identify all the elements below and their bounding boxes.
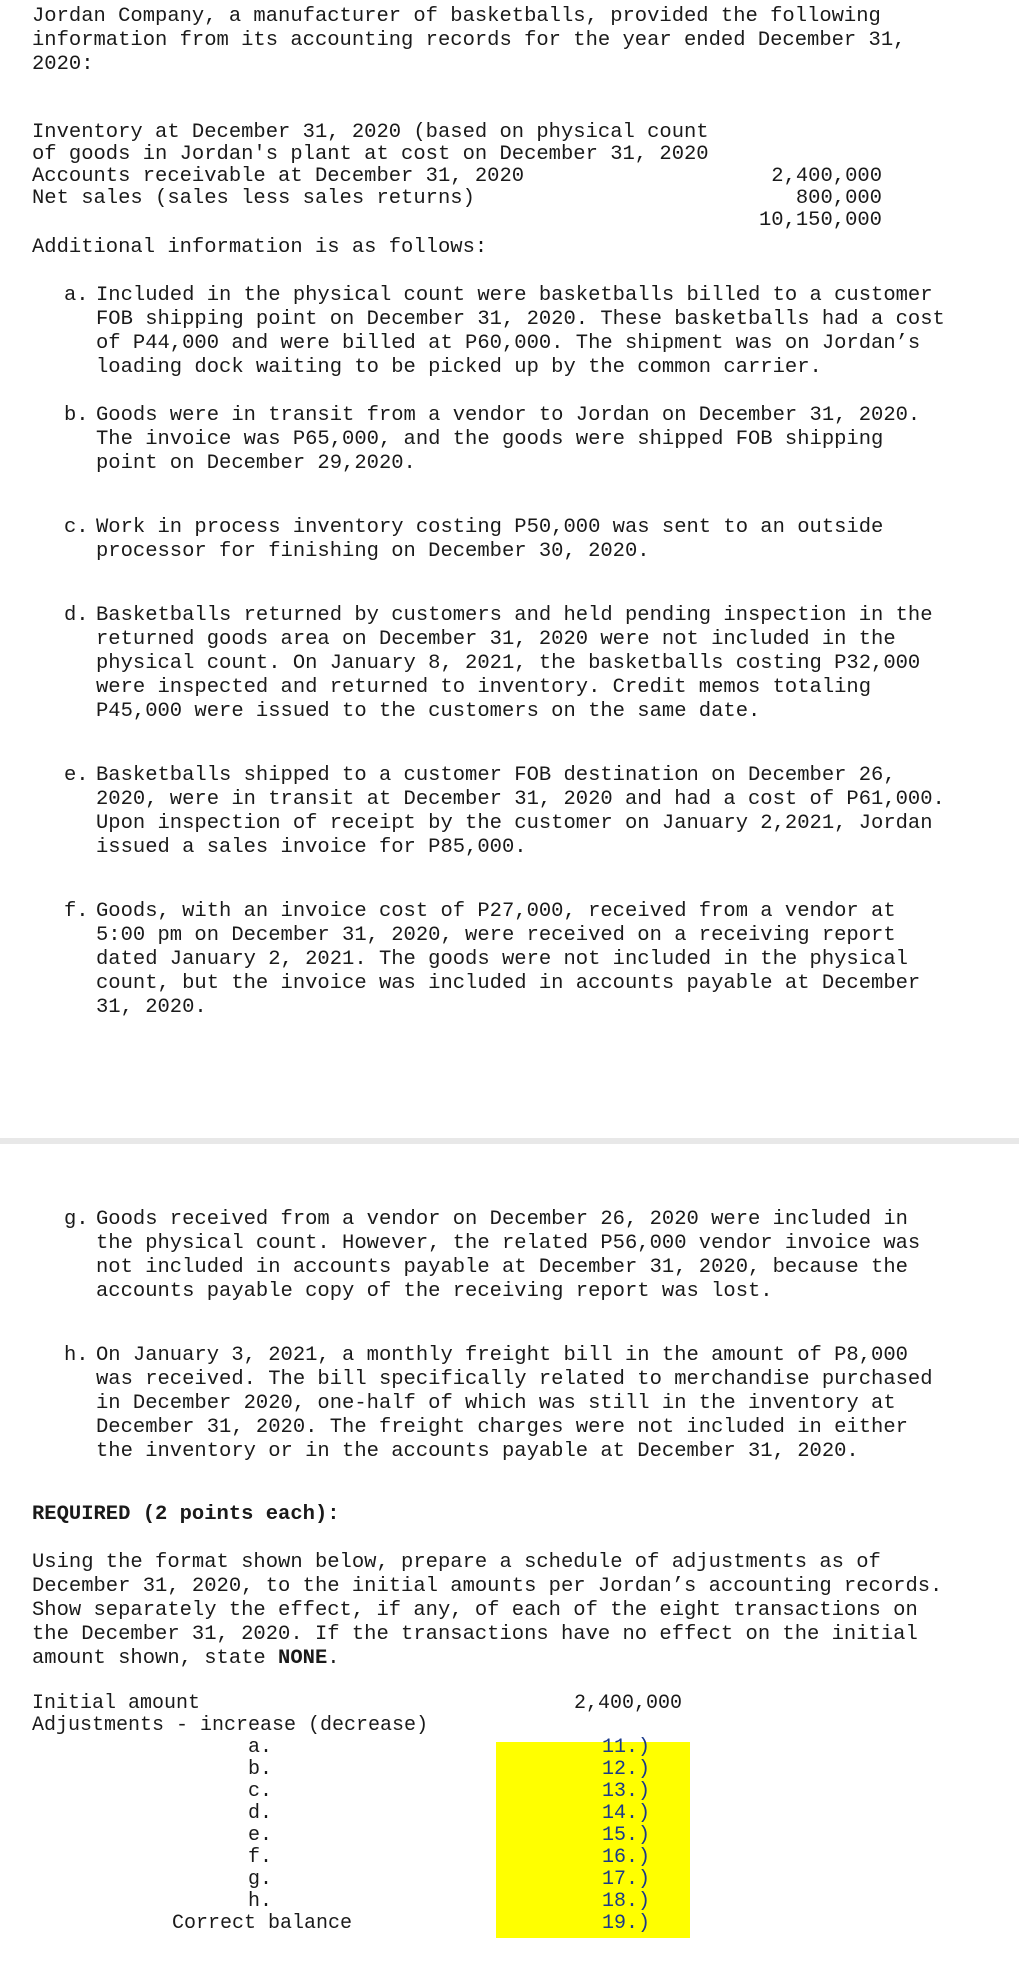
item-letter: b. <box>64 404 89 427</box>
answer-slot[interactable]: 18.) <box>602 1890 651 1913</box>
instructions-paragraph <box>32 1551 942 1671</box>
answer-slot[interactable]: 17.) <box>602 1868 651 1891</box>
instructions-none-keyword: NONE <box>278 1647 328 1670</box>
intro-paragraph: Jordan Company, a manufacturer of basketballs, provided the following information from its accounting records for the year ended December 31, 2020: <box>32 5 906 76</box>
initial-amount-label: Initial amount <box>32 1692 201 1715</box>
item-letter: c. <box>64 516 89 539</box>
adjustment-schedule <box>32 1693 692 1938</box>
item-text: Goods, with an invoice cost of P27,000, received from a vendor at 5:00 pm on December 31, 2020, were received on a receiving report dated January 2, 2021. The goods were not included in the physical count, but the invoice was included in accounts payable at December 31, 2020. <box>96 900 921 1019</box>
item-text: Included in the physical count were basketballs billed to a customer FOB shipping point on December 31, 2020. These basketballs had a cost of P44,000 and were billed at P60,000. The shipment was on Jordan’s loading dock waiting to be picked up by the common carrier. <box>96 284 945 379</box>
adjustments-label: Adjustments - increase (decrease) <box>32 1714 429 1737</box>
item-letter: h. <box>64 1344 89 1367</box>
answer-slot[interactable]: 19.) <box>602 1912 651 1935</box>
records-label: Inventory at December 31, 2020 (based on physical count <box>32 121 709 144</box>
records-label: of goods in Jordan's plant at cost on December 31, 2020 <box>32 143 709 166</box>
records-amount: 10,150,000 <box>758 209 882 232</box>
records-amount: 800,000 <box>795 187 882 210</box>
records-row <box>32 100 882 144</box>
item-c <box>64 516 984 588</box>
correct-balance-label: Correct balance <box>172 1912 353 1935</box>
item-letter: f. <box>64 900 89 923</box>
initial-amount-value: 2,400,000 <box>574 1692 683 1715</box>
records-table <box>32 100 882 232</box>
item-a <box>64 284 984 379</box>
item-h <box>64 1344 984 1463</box>
item-text: On January 3, 2021, a monthly freight bill in the amount of P8,000 was received. The bill specifically related to merchandise purchased in December 2020, one-half of which was still in the inventory at December 31, 2020. The freight charges were not included in either the inventory or in the accounts payable at December 31, 2020. <box>96 1344 933 1463</box>
instructions-text: Using the format shown below, prepare a schedule of adjustments as of December 31, 2020, to the initial amounts per Jordan’s accounting records. Show separately the effect, if any, of each of the eight transactions on the December 31, 2020. If the transactions have no effect on the initial amount shown, state <box>32 1551 943 1670</box>
schedule-letter: f. <box>248 1846 273 1869</box>
records-label: Accounts receivable at December 31, 2020 <box>32 165 525 188</box>
item-text: Work in process inventory costing P50,000 was sent to an outside processor for finishing on December 30, 2020. <box>96 516 884 563</box>
item-d <box>64 604 984 723</box>
item-text: Basketballs shipped to a customer FOB destination on December 26, 2020, were in transit at December 31, 2020 and had a cost of P61,000. Upon inspection of receipt by the customer on January 2,2021, Jordan issued a sales invoice for P85,000. <box>96 764 945 859</box>
schedule-letter: a. <box>248 1736 273 1759</box>
schedule-letter: e. <box>248 1824 273 1847</box>
schedule-letter: g. <box>248 1868 273 1891</box>
required-heading: REQUIRED (2 points each): <box>32 1503 340 1526</box>
records-amount: 2,400,000 <box>771 165 882 188</box>
item-text: Goods were in transit from a vendor to Jordan on December 31, 2020. The invoice was P65,000, and the goods were shipped FOB shipping point on December 29,2020. <box>96 404 921 475</box>
instructions-end: . <box>327 1647 340 1670</box>
answer-slot[interactable]: 14.) <box>602 1802 651 1825</box>
item-e <box>64 764 984 859</box>
answer-slot[interactable]: 12.) <box>602 1758 651 1781</box>
page-divider <box>0 1138 1019 1144</box>
records-label: Net sales (sales less sales returns) <box>32 187 475 210</box>
answer-slot[interactable]: 15.) <box>602 1824 651 1847</box>
schedule-letter: c. <box>248 1780 273 1803</box>
item-text: Goods received from a vendor on December 26, 2020 were included in the physical count. However, the related P56,000 vendor invoice was not included in accounts payable at December 31, 2020, because the accounts payable copy of the receiving report was lost. <box>96 1208 921 1303</box>
additional-heading: Additional information is as follows: <box>32 236 488 259</box>
item-b <box>64 404 984 476</box>
schedule-letter: h. <box>248 1890 273 1913</box>
answer-slot[interactable]: 13.) <box>602 1780 651 1803</box>
schedule-letter: d. <box>248 1802 273 1825</box>
item-text: Basketballs returned by customers and held pending inspection in the returned goods area on December 31, 2020 were not included in the physical count. On January 8, 2021, the basketballs costing P32,000 were inspected and returned to inventory. Credit memos totaling P45,000 were issued to the customers on the same date. <box>96 604 933 723</box>
item-g <box>64 1208 984 1303</box>
item-letter: a. <box>64 284 89 307</box>
item-letter: d. <box>64 604 89 627</box>
answer-slot[interactable]: 16.) <box>602 1846 651 1869</box>
item-f <box>64 900 984 1019</box>
item-letter: g. <box>64 1208 89 1231</box>
item-letter: e. <box>64 764 89 787</box>
schedule-letter: b. <box>248 1758 273 1781</box>
answer-slot[interactable]: 11.) <box>602 1736 651 1759</box>
